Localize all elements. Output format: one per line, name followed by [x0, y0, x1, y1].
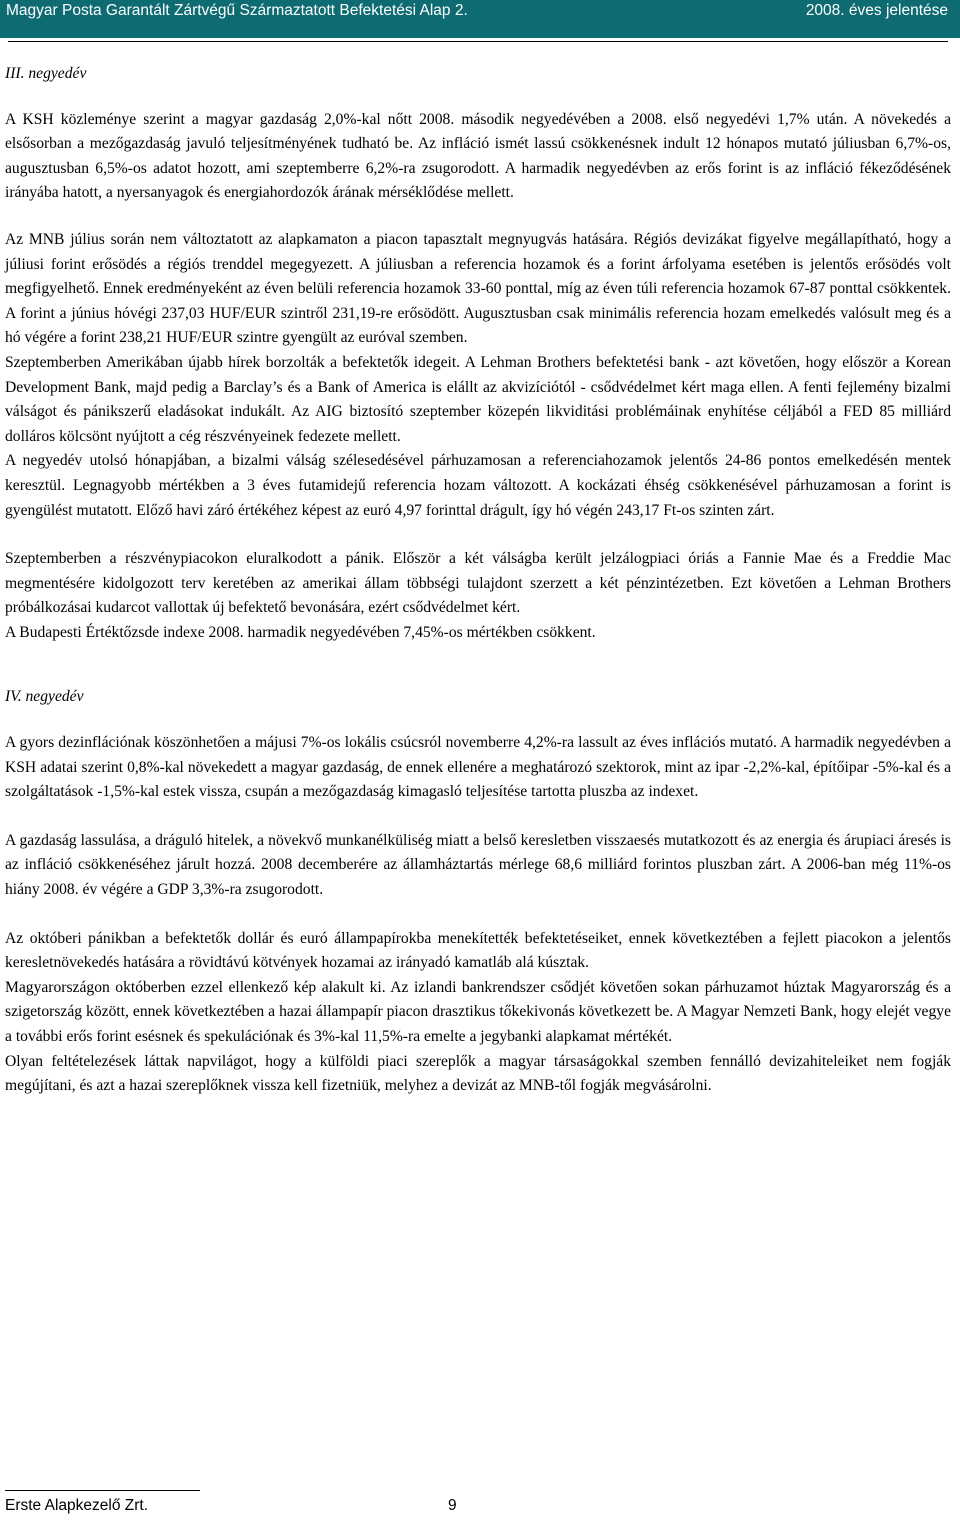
paragraph: Olyan feltételezések láttak napvilágot, hogy a külföldi piaci szereplők a magyar társaságokkal szemben fennálló devizahiteleiket nem fogják megújítani, és azt a hazai szereplőknek vissza kell fizetniük, melyhez a devizát az MNB-től fogják megvásárolni. [5, 1052, 951, 1095]
section-heading-q3: III. negyedév [5, 65, 87, 82]
paragraph: Szeptemberben Amerikában újabb hírek borzolták a befektetők idegeit. A Lehman Brothers befektetési bank - azt követően, hogy először a Korean Development Bank, majd pedig a Barclay’s és a Bank of America is elállt az akvizíciótól - csődvédelmet kért maga ellen. A fenti fejlemény bizalmi válságot és pánikszerű eladásokat indukált. Az AIG biztosító szeptember közepén likviditási problémáinak enyhítése céljából a FED 85 milliárd dolláros kölcsönt nyújtott a cég részvényeinek fedezete mellett. [5, 353, 951, 445]
page-number: 9 [448, 1497, 457, 1514]
paragraph: Szeptemberben a részvénypiacokon eluralkodott a pánik. Először a két válságba került jelzálogpiaci óriás a Fannie Mae és a Freddie Mac megmentésére kidolgozott terv keretében az amerikai állam többségi tulajdont szerzett a két pénzintézetben. Ezt követően a Lehman Brothers próbálkozásai kudarcot vallottak új befektető bevonására, ezért csődvédelmet kért. [5, 550, 951, 617]
report-title: 2008. éves jelentése [805, 2, 948, 19]
paragraph: A gazdaság lassulása, a dráguló hitelek, a növekvő munkanélküliség miatt a belső keresletben visszaesés mutatkozott és az energia és árupiaci áresés is az infláció csökkenéséhez járult hozzá. 2008 decemberére az államháztartás mérlege 68,6 milliárd forintos pluszban zárt. A 2006-ban még 11%-os hiány 2008. év végére a GDP 3,3%-ra zsugorodott. [5, 831, 951, 899]
paragraph: Magyarországon októberben ezzel ellenkező kép alakult ki. Az izlandi bankrendszer csődjét követően sokan párhuzamot húztak Magyarország és a szigetország között, ennek következtében a hazai állampapír piacon drasztikus tőkekivonás következett be. A Magyar Nemzeti Bank, hogy elejét vegye a további erős forint esésnek és spekulációnak és 3%-kal 11,5%-ra emelte a jegybanki alapkamat mértékét. [5, 978, 951, 1045]
paragraph: A KSH közleménye szerint a magyar gazdaság 2,0%-kal nőtt 2008. második negyedévében a 2008. első negyedévi 1,7% után. A növekedés a elsősorban a mezőgazdaság javuló teljesítményének tudható be. Az infláció ismét lassú csökkenésnek indult 12 hónapos mutató júliusban 6,7%-os, augusztusban 6,5%-os adatot hozott, ami szeptemberre 6,2%-ra zsugorodott. A harmadik negyedévben az erős forint is az infláció fékeződésének irányába hatott, a nyersanyagok és energiahordozók árának mérséklődése mellett. [5, 110, 951, 202]
company-name: Erste Alapkezelő Zrt. [5, 1497, 149, 1514]
header-divider [8, 41, 948, 42]
paragraph: A negyedév utolsó hónapjában, a bizalmi válság szélesedésével párhuzamosan a referenciahozamok jelentős 24-86 pontos emelkedésén mentek keresztül. Legnagyobb mértékben a 3 éves futamidejű referencia hozam változott. A kockázati éhség csökkenésével párhuzamosan a forint is gyengülést mutatott. Előző havi záró értékéhez képest az euró 4,97 forinttal drágult, így hó végén 243,17 Ft-os szinten zárt. [5, 452, 951, 519]
page-footer [5, 1497, 457, 1515]
paragraph: A Budapesti Értéktőzsde indexe 2008. harmadik negyedévében 7,45%-os mértékben csökkent. [5, 623, 596, 641]
document-body [5, 62, 951, 1099]
paragraph: A gyors dezinflációnak köszönhetően a májusi 7%-os lokális csúcsról novemberre 4,2%-ra lassult az éves inflációs mutató. A harmadik negyedévben a KSH adatai szerint 0,8%-kal növekedett a magyar gazdaság, de ennek ellenére a meghatározó szektorok, mint az ipar -2,2%-kal, építőipar -5%-kal és a szolgáltatások -1,5%-kal estek vissza, csupán a mezőgazdaság kimagasló teljesítése tartotta pluszba az indexet. [5, 734, 951, 801]
page-header [0, 0, 960, 38]
section-heading-q4: IV. negyedév [5, 688, 84, 706]
footer-divider [5, 1490, 200, 1491]
paragraph: Az októberi pánikban a befektetők dollár és euró állampapírokba menekítették befektetéseiket, ennek következtében a fejlett piacokon a jelentős keresletnövekedés hatására a rövidtávú kötvények hozamai az irányadó kamatláb alá kúsztak. [5, 929, 951, 972]
paragraph: Az MNB július során nem változtatott az alapkamaton a piacon tapasztalt megnyugvás hatására. Régiós devizákat figyelve megállapítható, hogy a júliusi forint erősödés a régiós trenddel megegyezett. A júliusban a referencia hozamok és a forint árfolyama esetében is jelentős erősödés volt megfigyelhető. Ennek eredményeként az éven belüli referencia hozamok 33-60 ponttal, míg az éven túli referencia hozamok 67-87 ponttal csökkentek. A forint a június hóvégi 237,03 HUF/EUR szintről 231,19-re erősödött. Augusztusban csak minimális referencia hozam emelkedés valósult meg és a hó végére a forint 238,21 HUF/EUR szintre gyengült az euróval szemben. [5, 230, 951, 347]
fund-title: Magyar Posta Garantált Zártvégű Származtatott Befektetési Alap 2. [6, 2, 468, 19]
